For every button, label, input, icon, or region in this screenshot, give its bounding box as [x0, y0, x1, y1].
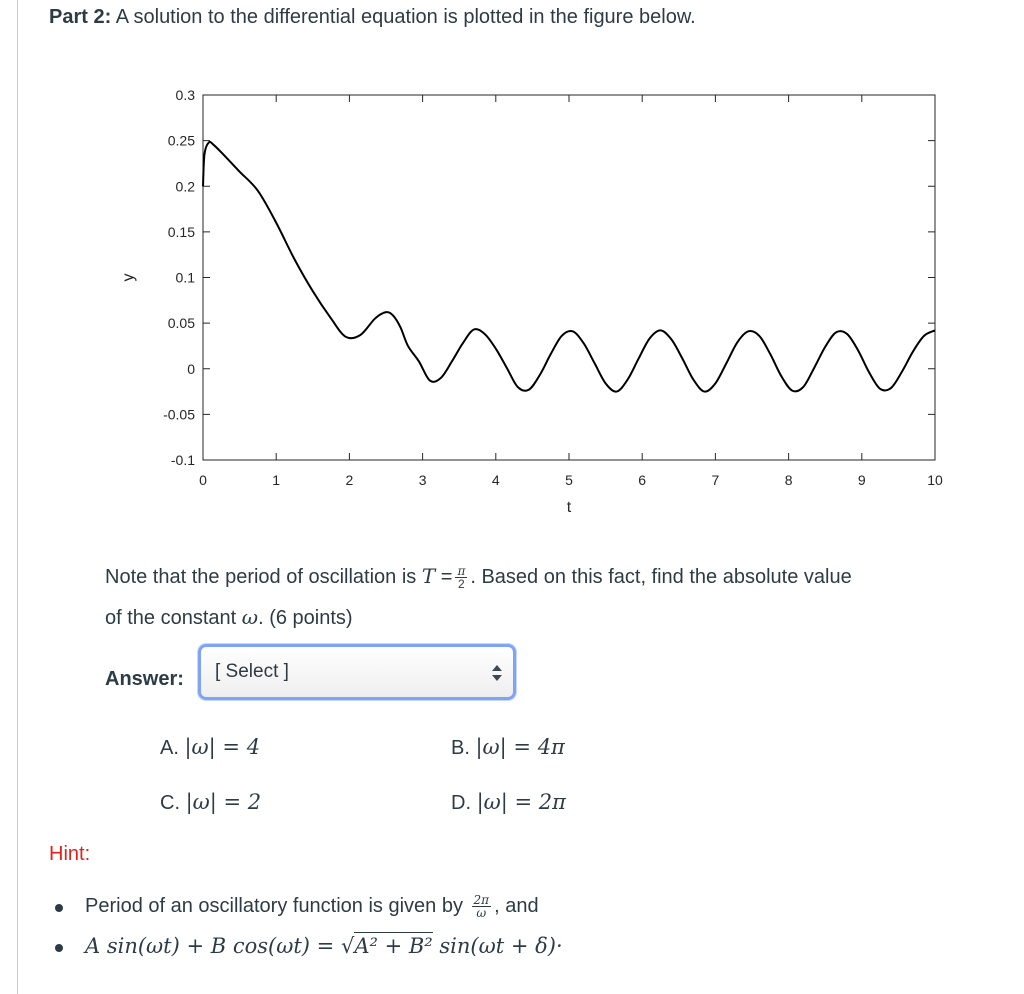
fraction-numerator: π — [457, 564, 466, 579]
sqrt-symbol: √ — [340, 934, 355, 958]
hint-text: Period of an oscillatory function is given by — [85, 894, 463, 917]
y-tick-label: 0.05 — [167, 315, 195, 332]
option-expression: |ω| = 2 — [185, 790, 262, 814]
x-axis-label: t — [566, 499, 572, 516]
y-tick-label: 0.15 — [167, 223, 195, 240]
formula-lhs: A sin(ωt) + B cos(ωt) = — [85, 934, 341, 958]
option-a — [160, 735, 260, 760]
bullet-icon — [55, 904, 63, 912]
x-tick-label: 10 — [927, 472, 943, 488]
two-pi-over-omega-fraction — [472, 894, 492, 919]
y-tick-label: 0.2 — [175, 178, 195, 195]
select-value: [ Select ] — [215, 661, 289, 682]
x-tick-label: 6 — [638, 472, 647, 488]
x-tick-label: 7 — [711, 472, 720, 488]
option-letter: D. — [451, 792, 471, 814]
option-expression: |ω| = 4 — [184, 735, 261, 759]
sqrt-radicand: A² + B² — [354, 934, 433, 958]
question-text — [105, 556, 1005, 638]
x-tick-label: 9 — [857, 472, 866, 488]
bullet-icon — [55, 944, 63, 952]
x-tick-label: 1 — [272, 472, 281, 488]
note-text-3: of the constant — [105, 607, 237, 629]
hint-text-tail: , and — [494, 894, 539, 917]
option-b — [451, 735, 565, 760]
fraction-denominator: ω — [476, 906, 487, 920]
note-text-4: . (6 points) — [258, 607, 353, 629]
select-arrows-icon — [491, 661, 503, 685]
x-tick-label: 3 — [418, 472, 427, 488]
option-letter: A. — [160, 737, 179, 759]
fraction-denominator: 2 — [458, 577, 465, 592]
x-tick-label: 5 — [565, 472, 573, 488]
y-tick-label: 0.1 — [175, 269, 195, 286]
option-letter: B. — [451, 737, 470, 759]
T-symbol: T — [421, 564, 436, 588]
formula-rhs: sin(ωt + δ)· — [432, 934, 563, 958]
note-text-1: Note that the period of oscillation is — [105, 566, 417, 588]
y-axis-label: y — [120, 273, 137, 282]
hint-label: Hint: — [49, 843, 91, 865]
note-text-2: . Based on this fact, find the absolute value — [470, 566, 852, 588]
option-c — [160, 790, 261, 815]
x-tick-label: 2 — [345, 472, 354, 488]
fraction-numerator: 2π — [473, 893, 490, 907]
option-expression: |ω| = 4π — [475, 735, 565, 759]
option-expression: |ω| = 2π — [476, 790, 566, 814]
x-tick-label: 8 — [784, 472, 793, 488]
part-text: A solution to the differential equation is plotted in the figure below. — [115, 6, 696, 28]
y-tick-label: 0 — [187, 360, 195, 377]
trig-identity-formula — [85, 934, 563, 958]
option-d — [451, 790, 566, 815]
equals-sign: = — [440, 566, 453, 588]
answer-label: Answer: — [105, 668, 184, 690]
x-tick-label: 4 — [491, 472, 500, 488]
y-tick-label: -0.05 — [163, 406, 195, 423]
option-letter: C. — [160, 792, 180, 814]
x-tick-label: 0 — [199, 472, 207, 488]
part-label: Part 2: — [49, 6, 112, 28]
answer-select[interactable] — [198, 644, 516, 700]
y-tick-label: 0.25 — [167, 132, 195, 149]
y-tick-label: -0.1 — [170, 452, 195, 468]
y-tick-label: 0.3 — [175, 87, 195, 103]
plot-area-frame — [203, 95, 935, 460]
omega-symbol: ω — [241, 605, 259, 629]
pi-over-2-fraction — [455, 565, 467, 590]
